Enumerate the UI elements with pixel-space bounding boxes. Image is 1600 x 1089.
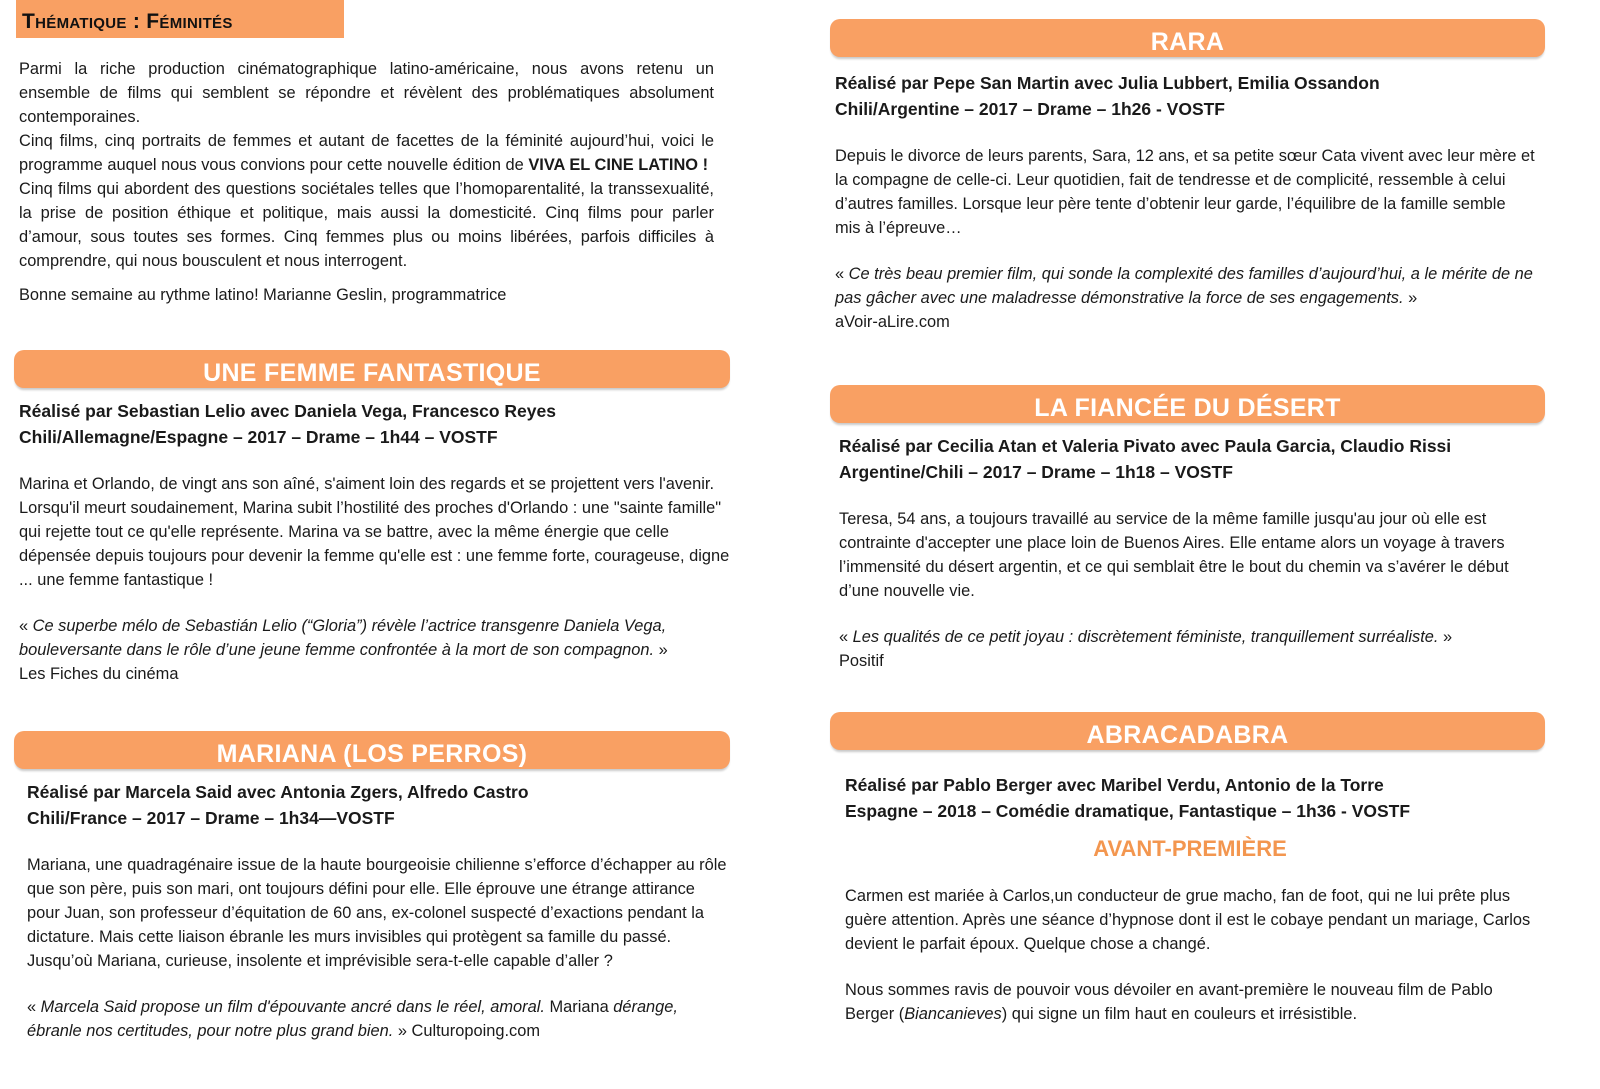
quote-source: Les Fiches du cinéma [19,665,179,683]
film-info: Espagne – 2018 – Comédie dramatique, Fantastique – 1h36 - VOSTF [845,801,1411,821]
quote-source: Positif [839,652,884,670]
film-title: LA FIANCÉE DU DÉSERT [1034,394,1341,422]
film-synopsis: Teresa, 54 ans, a toujours travaillé au service de la même famille jusqu'au jour où elle est contrainte d'accepter une place loin de Buenos Aires. Elle entame alors un voyage à travers l’immensité du désert argentin, et ce qui semblait être le bout du chemin va s’avérer le début d’une nouvelle vie. [839,510,1509,600]
film-block-femme [19,398,731,686]
film-banner-rara [830,19,1545,57]
note-film-title: Biancanieves [904,1005,1002,1023]
note-text-b: ) qui signe un film haut en couleurs et irrésistible. [1001,1005,1358,1023]
quote-close: » [393,1022,412,1040]
avant-premiere-label: AVANT-PREMIÈRE [1093,836,1287,861]
film-block-mariana [27,779,729,1043]
quote-close: » [1403,289,1418,307]
signoff: Bonne semaine au rythme latino! Marianne Geslin, programmatrice [19,286,507,304]
quote-text: Les qualités de ce petit joyau : discrètement féministe, tranquillement surréaliste. [852,628,1439,646]
note-text-a: Nous sommes ravis de pouvoir vous dévoiler en avant-première le nouveau film de Pablo Berger ( [845,981,1493,1023]
film-banner-abracadabra [830,712,1545,750]
quote-open: « [19,617,33,635]
film-block-rara [835,70,1535,334]
film-info: Chili/Allemagne/Espagne – 2017 – Drame – 1h44 – VOSTF [19,427,498,447]
intro-text-b: Cinq films, cinq portraits de femmes et autant de facettes de la féminité aujourd’hui, voici le programme auquel nous vous convions pour cette nouvelle édition de [19,132,714,174]
quote-open: « [27,998,41,1016]
film-quote [835,262,1535,334]
film-synopsis: Mariana, une quadragénaire issue de la haute bourgeoisie chilienne s’efforce d’échapper au rôle que son père, puis son mari, ont toujours défini pour elle. Elle éprouve une étrange attirance pour Juan, son professeur d’équitation de 60 ans, ex-colonel suspecté d’exactions pendant la dictature. Mais cette liaison ébranle les murs invisibles qui protègent sa famille du passé. Jusqu’où Mariana, curieuse, insolente et imprévisible sera-t-elle capable d’aller ? [27,856,727,970]
film-info: Chili/France – 2017 – Drame – 1h34—VOSTF [27,808,395,828]
quote-text-a: Marcela Said propose un film d'épouvante ancré dans le réel, amoral. [40,998,545,1016]
film-credits: Réalisé par Pablo Berger avec Maribel Verdu, Antonio de la Torre [845,775,1384,795]
theme-title: Thématique : Féminités [22,10,233,33]
film-credits: Réalisé par Marcela Said avec Antonia Zgers, Alfredo Castro [27,782,529,802]
intro-text-a: Parmi la riche production cinématographique latino-américaine, nous avons retenu un ensemble de films qui semblent se répondre et révèlent des problématiques absolument contemporaines. [19,60,714,126]
film-info: Argentine/Chili – 2017 – Drame – 1h18 – VOSTF [839,462,1233,482]
quote-open: « [839,628,853,646]
film-banner-femme [14,350,730,388]
quote-close: » [1438,628,1453,646]
film-info: Chili/Argentine – 2017 – Drame – 1h26 - VOSTF [835,99,1225,119]
quote-text: Ce très beau premier film, qui sonde la complexité des familles d’aujourd’hui, a le mérite de ne pas gâcher avec une maladresse démonstrative la force de ses engagements. [835,265,1533,307]
film-quote [27,995,729,1043]
film-synopsis: Marina et Orlando, de vingt ans son aîné, s'aiment loin des regards et se projettent vers l'avenir. Lorsqu'il meurt soudainement, Marina subit l’hostilité des proches d'Orlando : une "sainte famille" qui rejette tout ce qu'elle représente. Marina va se battre, avec la même énergie que celle dépensée depuis toujours pour devenir la femme qu'elle est : une femme forte, courageuse, digne ... une femme fantastique ! [19,475,730,589]
intro-paragraph-1 [19,57,714,273]
film-title: RARA [1150,28,1225,56]
quote-text-b: Mariana [544,998,614,1016]
quote-text-c: dérange, ébranle nos certitudes, pour notre plus grand bien. [27,998,678,1040]
film-title: ABRACADABRA [1086,721,1289,749]
quote-source: aVoir-aLire.com [835,313,950,331]
intro-section [19,57,714,307]
film-credits: Réalisé par Pepe San Martin avec Julia Lubbert, Emilia Ossandon [835,73,1380,93]
film-block-fiancee [839,433,1539,673]
film-synopsis: Depuis le divorce de leurs parents, Sara, 12 ans, et sa petite sœur Cata vivent avec leur mère et la compagne de celle-ci. Leur quotidien, fait de tendresse et de complicité, ressemble à celui d’autres familles. Lorsque leur père tente d’obtenir leur garde, l’équilibre de la famille semble mis à l’épreuve… [835,147,1535,237]
film-note [845,978,1535,1026]
film-credits: Réalisé par Cecilia Atan et Valeria Pivato avec Paula Garcia, Claudio Rissi [839,436,1452,456]
theme-header [16,0,344,38]
film-title: UNE FEMME FANTASTIQUE [203,359,541,387]
film-banner-fiancee [830,385,1545,423]
film-quote [19,614,731,686]
intro-text-c: Cinq films qui abordent des questions sociétales telles que l’homoparentalité, la transsexualité, la prise de position éthique et politique, mais aussi la domesticité. Cinq films pour parler d’amour, sous toutes ses formes. Cinq femmes plus ou moins libérées, parfois difficiles à comprendre, qui nous bousculent et nous interrogent. [19,180,714,270]
quote-text: Ce superbe mélo de Sebastián Lelio (“Gloria”) révèle l’actrice transgenre Daniela Vega, bouleversante dans le rôle d’une jeune femme confrontée à la mort de son compagnon. [19,617,667,659]
film-banner-mariana [14,731,730,769]
quote-open: « [835,265,849,283]
quote-source: Culturopoing.com [411,1022,540,1040]
film-block-abracadabra [845,772,1535,1026]
film-credits: Réalisé par Sebastian Lelio avec Daniela Vega, Francesco Reyes [19,401,556,421]
festival-name: VIVA EL CINE LATINO ! [528,156,709,174]
film-synopsis: Carmen est mariée à Carlos,un conducteur de grue macho, fan de foot, qui ne lui prête plus guère attention. Après une séance d’hypnose dont il est le cobaye pendant un mariage, Carlos devient le parfait époux. Quelque chose a changé. [845,887,1531,953]
quote-close: » [654,641,668,659]
film-quote [839,625,1539,673]
film-title: MARIANA (LOS PERROS) [216,740,528,768]
